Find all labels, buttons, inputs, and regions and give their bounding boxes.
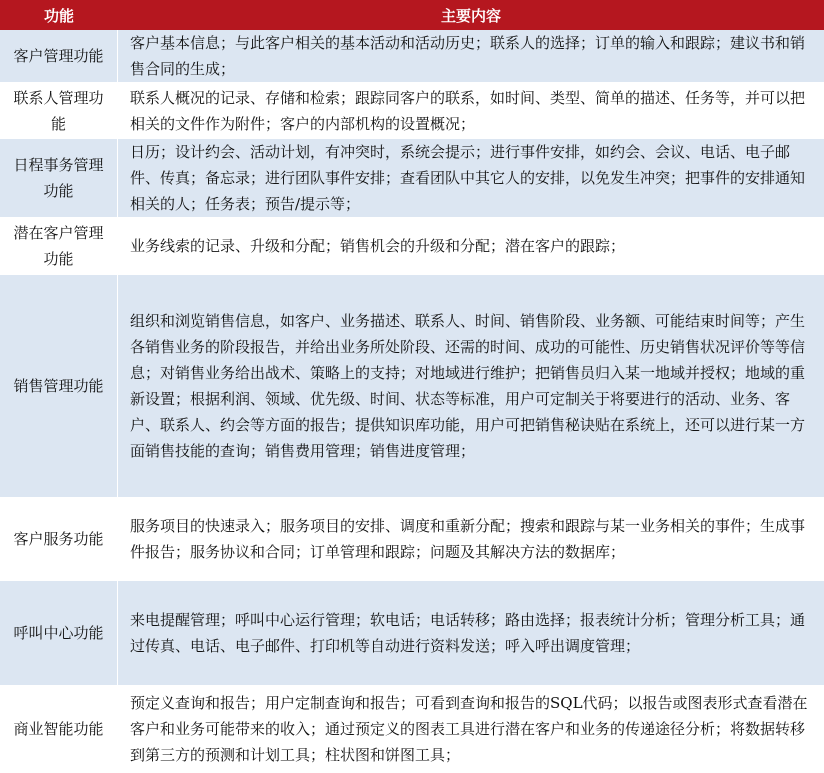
content-cell: 来电提醒管理；呼叫中心运行管理；软电话；电话转移；路由选择；报表统计分析；管理分析工具；通过传真、电话、电子邮件、打印机等自动进行资料发送；呼入呼出调度管理； [130,611,806,655]
content-cell: 预定义查询和报告；用户定制查询和报告；可看到查询和报告的SQL代码；以报告或图表形式查看潜在客户和业务可能带来的收入；通过预定义的图表工具进行潜在客户和业务的传递途径分析；将数据转移到第三方的预测和计划工具；柱状图和饼图工具； [130,694,808,764]
content-cell: 业务线索的记录、升级和分配；销售机会的升级和分配；潜在客户的跟踪； [130,237,626,255]
function-cell: 日程事务管理功能 [0,139,118,217]
header-content: 主要内容 [440,6,501,25]
table-header [0,0,824,30]
table-row [0,30,824,83]
content-cell: 联系人概况的记录、存储和检索；跟踪同客户的联系，如时间、类型、简单的描述、任务等，并可以把相关的文件作为附件；客户的内部机构的设置概况； [130,88,806,133]
header-function: 功能 [43,6,74,25]
content-cell: 日历；设计约会、活动计划，有冲突时，系统会提示；进行事件安排，如约会、会议、电话、电子邮件、传真；备忘录；进行团队事件安排；查看团队中其它人的安排，以免发生冲突；把事件的安排通知相关的人；任务表；预告/提示等； [130,143,806,213]
function-cell: 客户管理功能 [0,30,118,82]
table-row [0,275,824,498]
table-row [0,139,824,218]
content-cell: 组织和浏览销售信息，如客户、业务描述、联系人、时间、销售阶段、业务额、可能结束时间等；产生各销售业务的阶段报告，并给出业务所处阶段、还需的时间、成功的可能性、历史销售状况评价等等信息；对销售业务给出战术、策略上的支持；对地域进行维护；把销售员归入某一地域并授权；地域的重新设置；根据利润、领域、优先级、时间、状态等标准，用户可定制关于将要进行的活动、业务、客户、联系人、约会等方面的报告；提供知识库功能，用户可把销售秘诀贴在系统上，还可以进行某一方面销售技能的查询；销售费用管理；销售进度管理； [130,312,806,460]
function-cell: 潜在客户管理功能 [0,218,118,274]
table-row [0,686,824,773]
table-row [0,581,824,686]
function-cell: 呼叫中心功能 [0,581,118,685]
function-cell: 客户服务功能 [0,498,118,580]
table-row [0,218,824,275]
function-cell: 商业智能功能 [0,686,118,772]
table-row [0,83,824,139]
content-cell: 服务项目的快速录入；服务项目的安排、调度和重新分配；搜索和跟踪与某一业务相关的事件；生成事件报告；服务协议和合同；订单管理和跟踪；问题及其解决方法的数据库； [130,517,806,561]
function-cell: 联系人管理功能 [0,83,118,138]
table-row [0,498,824,581]
content-cell: 客户基本信息；与此客户相关的基本活动和活动历史；联系人的选择；订单的输入和跟踪；建议书和销售合同的生成； [130,34,806,78]
function-cell: 销售管理功能 [0,275,118,497]
